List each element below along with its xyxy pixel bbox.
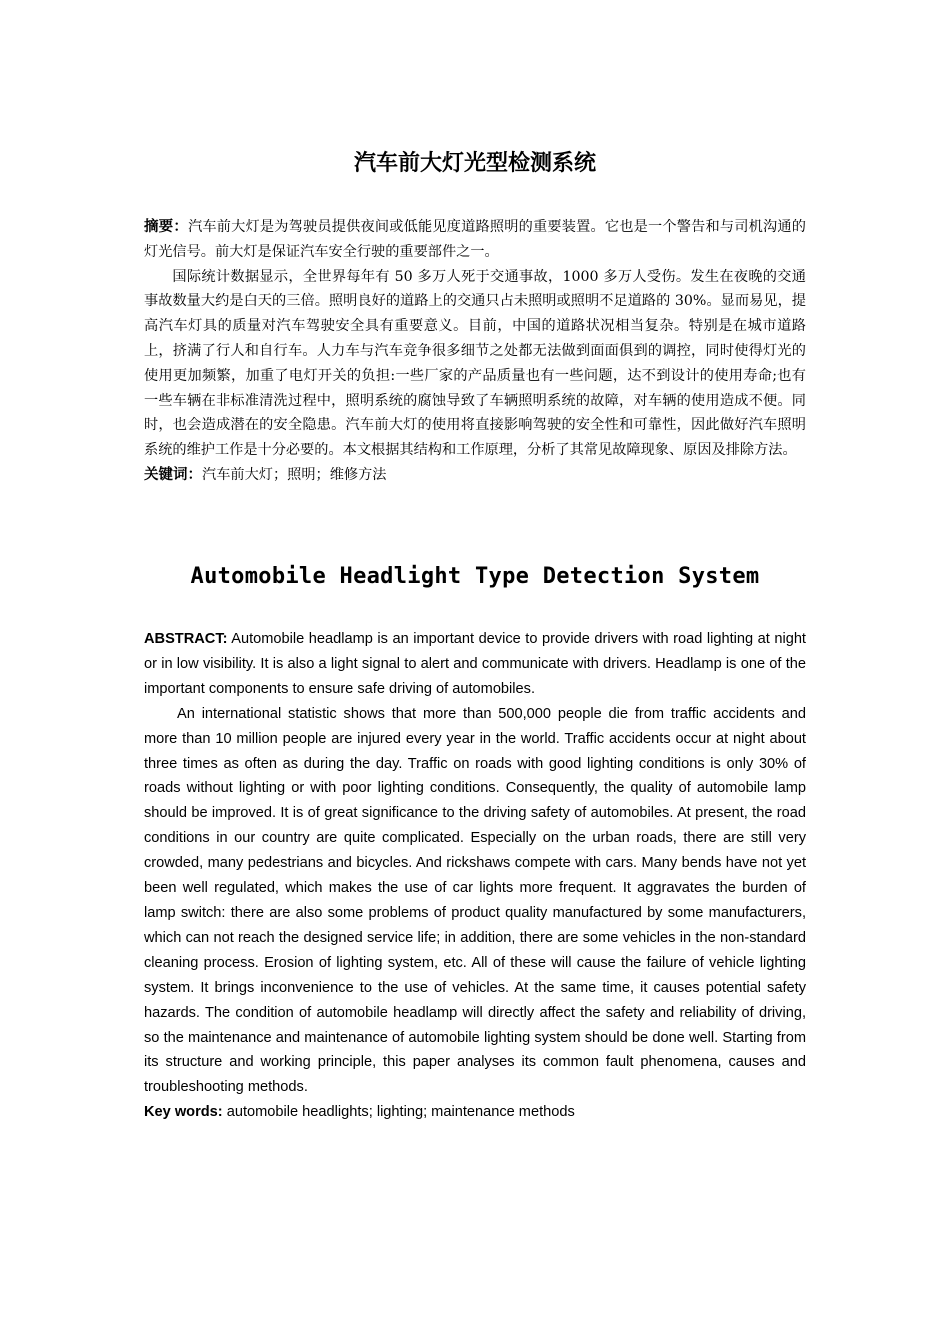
chinese-title: 汽车前大灯光型检测系统 xyxy=(353,151,596,176)
english-abstract-label: ABSTRACT: xyxy=(144,631,228,647)
chinese-abstract-paragraph-2: 国际统计数据显示，全世界每年有 50 多万人死于交通事故，1000 多万人受伤。发生在夜晚的交通事故数量大约是白天的三倍。照明良好的道路上的交通只占未照明或照明不足道路的 30%。显而易见，提高汽车灯具的质量对汽车驾驶安全具有重要意义。目前，中国的道路状况相当复杂。特别是在城市道路上，挤满了行人和自行车。人力车与汽车竞争很多细节之处都无法做到面面俱到的调控，同时使得灯光的使用更加频繁，加重了电灯开关的负担:一些厂家的产品质量也有一些问题，达不到设计的使用寿命;也有一些车辆在非标准清洗过程中，照明系统的腐蚀导致了车辆照明系统的故障，对车辆的使用造成不便。同时，也会造成潜在的安全隐患。汽车前大灯的使用将直接影响驾驶的安全性和可靠性，因此做好汽车照明系统的维护工作是十分必要的。本文根据其结构和工作原理，分析了其常见故障现象、原因及排除方法。 xyxy=(144,268,806,459)
english-keywords-text: automobile headlights; lighting; maintenance methods xyxy=(226,1104,575,1121)
english-keywords-label: Key words: xyxy=(144,1104,223,1121)
chinese-abstract-paragraph-1 xyxy=(144,215,806,265)
english-abstract xyxy=(144,627,806,1125)
english-abstract-paragraph-2: An international statistic shows that more than 500,000 people die from traffic accidents and more than 10 million people are injured every year in the world. Traffic accidents occur at night about three times as often as during the day. Traffic on roads with good lighting conditions is only 30% of roads without lighting or with poor lighting conditions. Consequently, the quality of automobile lamp should be improved. It is of great significance to the driving safety of automobiles. At present, the road conditions in our country are quite complicated. Especially on the urban roads, there are still very crowded, many pedestrians and bicycles. And rickshaws compete with cars. Many bends have not yet been well regulated, which makes the use of car lights more frequent. It aggravates the burden of lamp switch: there are also some problems of product quality manufactured by some manufacturers, which can not reach the designed service life; in addition, there are some vehicles in the non-standard cleaning process. Erosion of lighting system, etc. All of these will cause the failure of vehicle lighting system. It brings inconvenience to the use of vehicles. At the same time, it causes potential safety hazards. The condition of automobile headlamp will directly affect the safety and reliability of driving, so the maintenance and maintenance of automobile lighting system should be done well. Starting from its structure and working principle, this paper analyses its common fault phenomena, causes and troubleshooting methods. xyxy=(144,705,806,1096)
english-abstract-paragraph-1 xyxy=(144,627,806,702)
english-keywords xyxy=(144,1100,806,1125)
chinese-abstract xyxy=(144,215,806,488)
english-abstract-text-1: Automobile headlamp is an important device to provide drivers with road lighting at night or in low visibility. It is also a light signal to alert and communicate with drivers. Headlamp is one of the important components to ensure safe driving of automobiles. xyxy=(144,631,806,697)
chinese-keywords-text: 汽车前大灯；照明；维修方法 xyxy=(202,466,387,483)
chinese-abstract-label: 摘要： xyxy=(144,219,189,235)
chinese-keywords-label: 关键词： xyxy=(144,466,202,483)
chinese-keywords xyxy=(144,463,806,488)
english-title: Automobile Headlight Type Detection System xyxy=(190,564,760,589)
chinese-abstract-text-1: 汽车前大灯是为驾驶员提供夜间或低能见度道路照明的重要装置。它也是一个警告和与司机沟通的灯光信号。前大灯是保证汽车安全行驶的重要部件之一。 xyxy=(144,219,806,260)
